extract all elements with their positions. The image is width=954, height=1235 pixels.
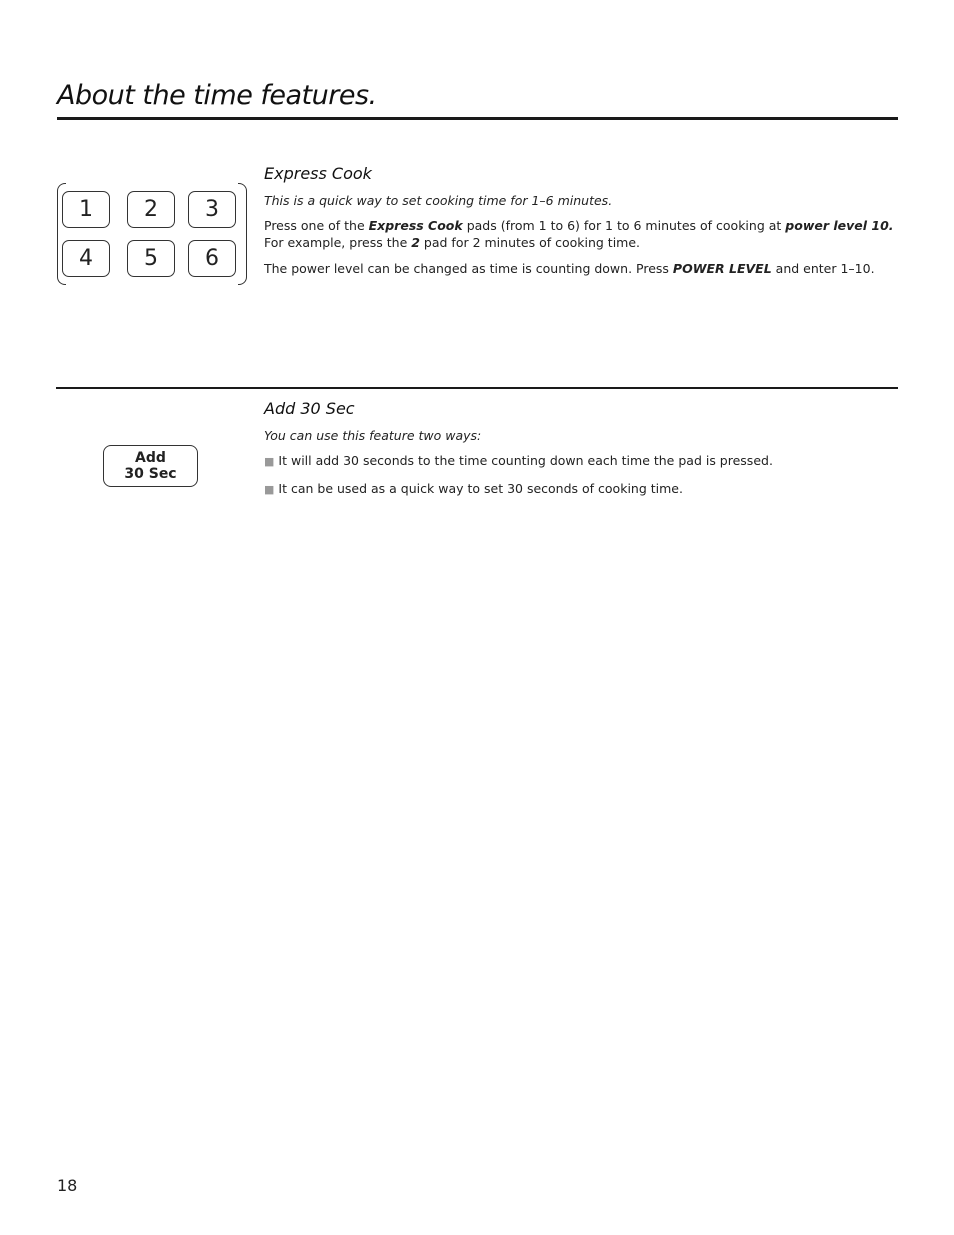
express-cook-heading: Express Cook <box>264 164 372 183</box>
square-bullet-icon: ■ <box>264 483 275 496</box>
add-30-sec-bullet-2: ■ It can be used as a quick way to set 30 seconds of cooking time. <box>264 481 683 496</box>
keypad-key-2: 2 <box>127 191 175 228</box>
express-cook-power-note: The power level can be changed as time is counting down. Press POWER LEVEL and enter 1–10. <box>264 261 875 276</box>
add-30-sec-bullet-1: ■ It will add 30 seconds to the time counting down each time the pad is pressed. <box>264 453 773 468</box>
add-30-sec-intro: You can use this feature two ways: <box>264 428 482 443</box>
add-30-sec-heading: Add 30 Sec <box>264 399 355 418</box>
title-rule <box>57 117 898 120</box>
keypad-key-3: 3 <box>188 191 236 228</box>
keypad-key-1: 1 <box>62 191 110 228</box>
express-cook-intro: This is a quick way to set cooking time for 1–6 minutes. <box>264 193 613 208</box>
express-cook-keypad <box>57 183 247 285</box>
add-30-sec-pad <box>103 445 198 487</box>
express-cook-section <box>264 164 904 286</box>
page-number: 18 <box>57 1176 78 1195</box>
add-pad-line1: Add <box>135 450 166 466</box>
keypad-right-bracket <box>238 183 247 285</box>
add-30-sec-section <box>264 399 904 508</box>
page-title: About the time features. <box>57 80 377 111</box>
express-cook-instructions: Press one of the Express Cook pads (from 1 to 6) for 1 to 6 minutes of cooking at power level 10. For example, press the 2 pad for 2 minutes of cooking time. <box>264 218 894 250</box>
keypad-key-5: 5 <box>127 240 175 277</box>
keypad-key-6: 6 <box>188 240 236 277</box>
keypad-key-4: 4 <box>62 240 110 277</box>
add-pad-line2: 30 Sec <box>124 466 177 482</box>
section-divider <box>56 387 898 389</box>
square-bullet-icon: ■ <box>264 455 275 468</box>
